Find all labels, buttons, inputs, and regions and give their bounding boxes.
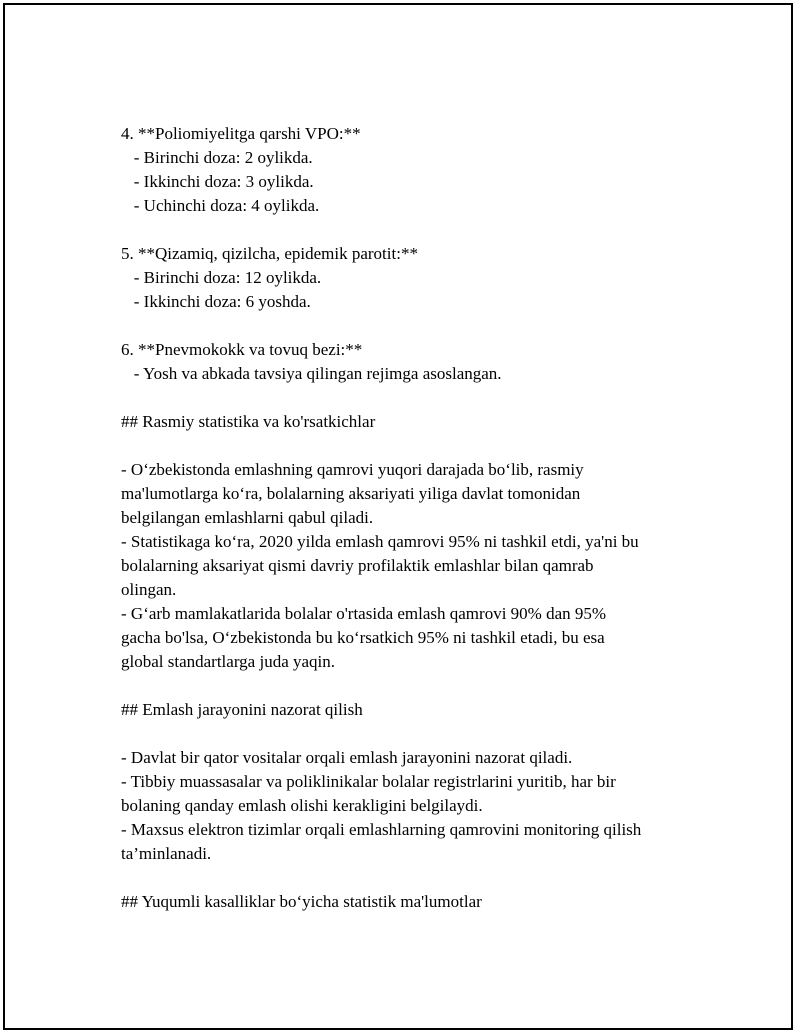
document-page xyxy=(3,3,793,1030)
blank-line xyxy=(121,314,721,338)
blank-line xyxy=(121,386,721,410)
section-heading: ## Yuqumli kasalliklar bo‘yicha statistik ma'lumotlar xyxy=(121,892,482,911)
blank-line xyxy=(121,866,721,890)
sub-list-item: - Uchinchi doza: 4 oylikda. xyxy=(121,196,320,215)
document-body xyxy=(121,122,721,914)
text-line: ma'lumotlarga ko‘ra, bolalarning aksariyati yiliga davlat tomonidan xyxy=(121,484,581,503)
list-item-heading: 6. **Pnevmokokk va tovuq bezi:** xyxy=(121,340,363,359)
sub-list-item: - Birinchi doza: 12 oylikda. xyxy=(121,268,322,287)
text-line: global standartlarga juda yaqin. xyxy=(121,652,336,671)
bullet-item: - G‘arb mamlakatlarida bolalar o'rtasida emlash qamrovi 90% dan 95% xyxy=(121,604,607,623)
text-line: belgilangan emlashlarni qabul qiladi. xyxy=(121,508,374,527)
list-item-heading: 4. **Poliomiyelitga qarshi VPO:** xyxy=(121,124,361,143)
bullet-item: - Davlat bir qator vositalar orqali emlash jarayonini nazorat qiladi. xyxy=(121,748,573,767)
text-line: bolaning qanday emlash olishi kerakligini belgilaydi. xyxy=(121,796,483,815)
sub-list-item: - Yosh va abkada tavsiya qilingan rejimga asoslangan. xyxy=(121,364,502,383)
text-line: olingan. xyxy=(121,580,177,599)
section-heading: ## Rasmiy statistika va ko'rsatkichlar xyxy=(121,412,376,431)
bullet-item: - Maxsus elektron tizimlar orqali emlashlarning qamrovini monitoring qilish xyxy=(121,820,642,839)
sub-list-item: - Ikkinchi doza: 6 yoshda. xyxy=(121,292,311,311)
blank-line xyxy=(121,434,721,458)
list-item-heading: 5. **Qizamiq, qizilcha, epidemik parotit:** xyxy=(121,244,418,263)
text-line: gacha bo'lsa, O‘zbekistonda bu ko‘rsatkich 95% ni tashkil etadi, bu esa xyxy=(121,628,605,647)
text-line: ta’minlanadi. xyxy=(121,844,212,863)
blank-line xyxy=(121,722,721,746)
blank-line xyxy=(121,674,721,698)
bullet-item: - O‘zbekistonda emlashning qamrovi yuqori darajada bo‘lib, rasmiy xyxy=(121,460,584,479)
section-heading: ## Emlash jarayonini nazorat qilish xyxy=(121,700,363,719)
text-line: bolalarning aksariyat qismi davriy profilaktik emlashlar bilan qamrab xyxy=(121,556,594,575)
blank-line xyxy=(121,218,721,242)
bullet-item: - Statistikaga ko‘ra, 2020 yilda emlash qamrovi 95% ni tashkil etdi, ya'ni bu xyxy=(121,532,639,551)
sub-list-item: - Birinchi doza: 2 oylikda. xyxy=(121,148,313,167)
bullet-item: - Tibbiy muassasalar va poliklinikalar bolalar registrlarini yuritib, har bir xyxy=(121,772,616,791)
sub-list-item: - Ikkinchi doza: 3 oylikda. xyxy=(121,172,314,191)
